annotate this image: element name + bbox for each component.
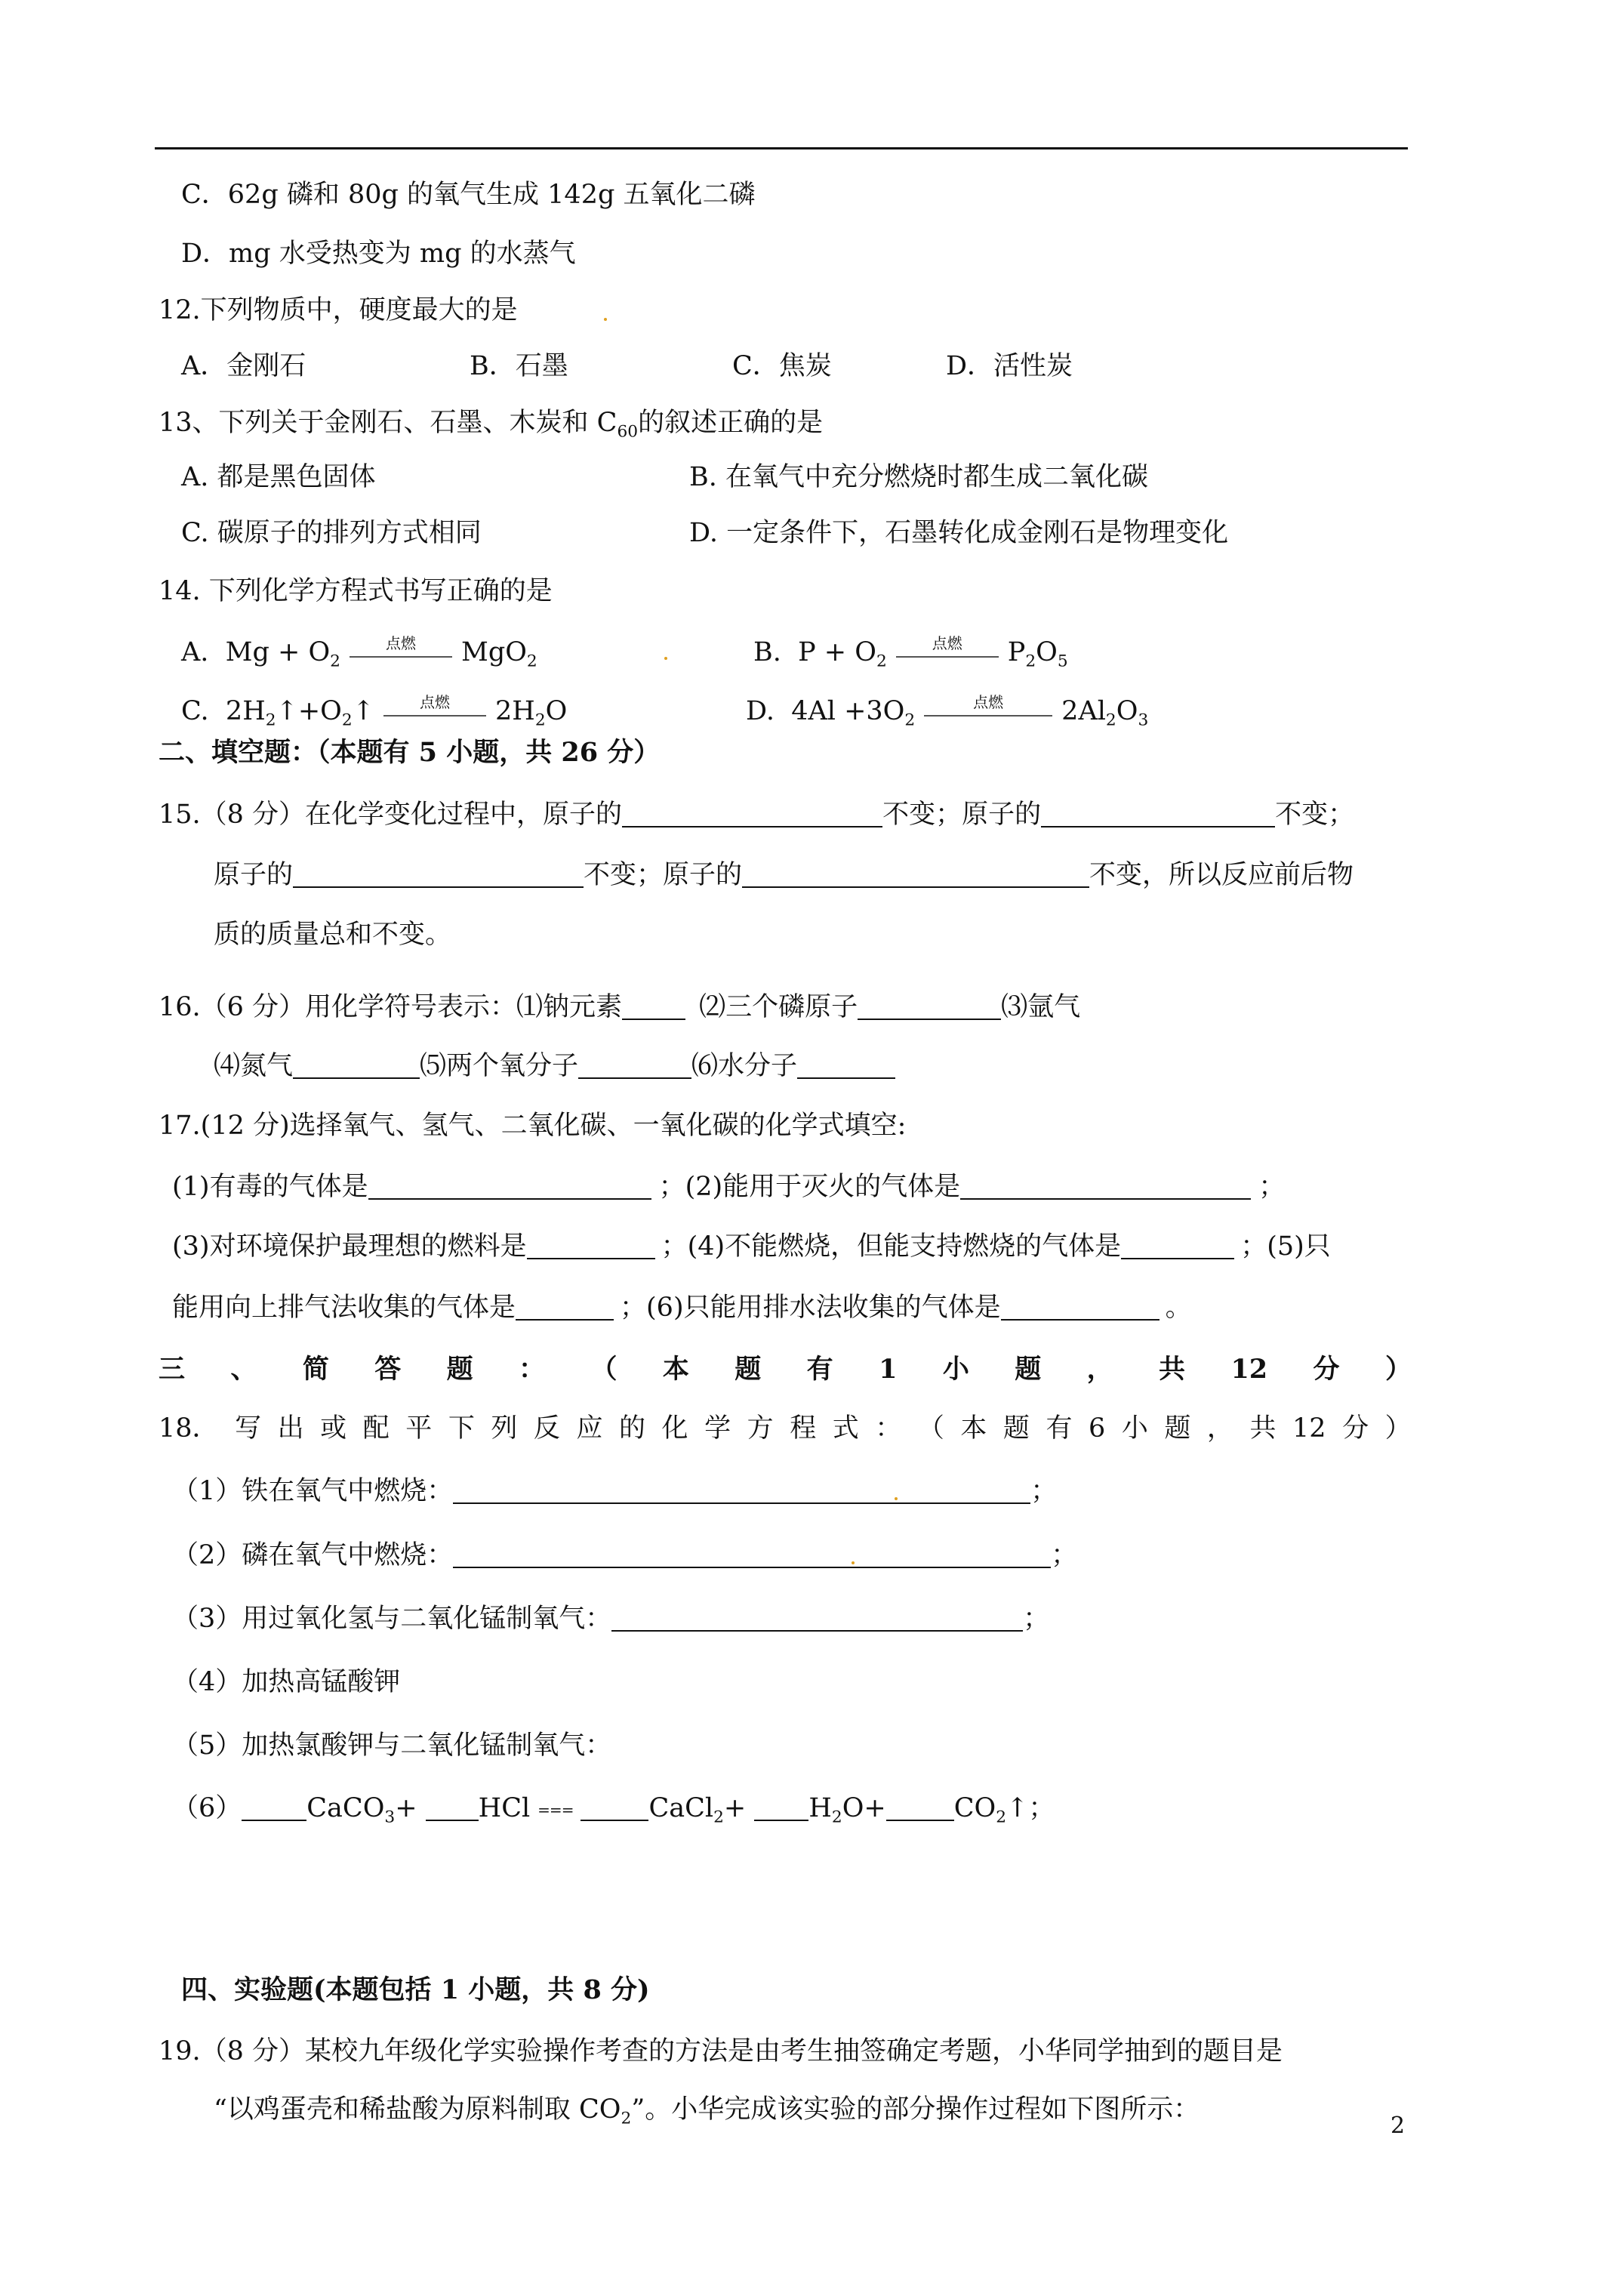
q12-option-d: D．活性炭 [946,351,1073,381]
q13-option-b: B. 在氧气中充分燃烧时都生成二氧化碳 [689,462,1148,492]
q13-option-c: C. 碳原子的排列方式相同 [181,518,482,548]
answer-blank[interactable] [622,993,685,1020]
reaction-arrow: 点燃 [896,640,999,667]
q16-line-2: ⑷氮气 ⑸两个氧分子 ⑹水分子 [214,1049,895,1083]
q18-stem: 18． 写 出 或 配 平 下 列 反 应 的 化 学 方 程 式 ： （ 本 题 有 6 小 题 ， 共 12 分 ） [159,1413,1412,1444]
q17-line-3: 能用向上排气法收集的气体是 ；(6)只能用排水法收集的气体是 。 [172,1293,1192,1323]
q17-stem: 17.(12 分)选择氧气、氢气、二氧化碳、一氧化碳的化学式填空: [159,1111,907,1141]
answer-blank[interactable] [453,1541,1051,1568]
q18-item-4: （4）加热高锰酸钾 [172,1667,401,1697]
answer-blank[interactable] [293,861,584,888]
answer-blank[interactable] [611,1604,1023,1632]
stray-dot [604,318,607,321]
q15-line-1: 15.（8 分）在化学变化过程中，原子的 不变；原子的 不变； [159,800,1355,830]
q11-option-d: D．mg 水受热变为 mg 的水蒸气 [181,239,576,269]
q19-line-1: 19.（8 分）某校九年级化学实验操作考查的方法是由考生抽签确定考题，小华同学抽到的题目是 [159,2036,1283,2066]
q18-item-3: （3）用过氧化氢与二氧化锰制氧气： ； [172,1604,1050,1634]
section-2-title: 二、填空题：（本题有 5 小题，共 26 分） [159,737,661,768]
q13-option-a: A. 都是黑色固体 [181,462,376,492]
q14-option-d: D. $4Al +3O_2$ 点燃 $2Al_2O_3$ [746,692,1149,730]
q15-line-3: 质的质量总和不变。 [214,920,452,950]
q17-line-2: (3)对环境保护最理想的燃料是 ；(4)不能燃烧，但能支持燃烧的气体是 ；(5)只 [172,1231,1331,1262]
section-4-title: 四、实验题(本题包括 1 小题，共 8 分) [181,1974,650,2005]
q14-option-a: A. $Mg + O_2$ 点燃 MgO$_2$ [181,633,537,671]
q12-option-c: C．焦炭 [732,351,832,381]
answer-blank[interactable] [368,1173,651,1200]
q18-item-1: （1）铁在氧气中燃烧： ； [172,1476,1058,1506]
q15-line-2: 原子的 不变；原子的 不变，所以反应前后物 [214,860,1354,890]
answer-blank[interactable] [797,1052,895,1079]
answer-blank[interactable] [581,1794,648,1821]
answer-blank[interactable] [858,993,1001,1020]
answer-blank[interactable] [742,861,1089,888]
reaction-arrow: 点燃 [350,640,452,667]
q11-option-c: C．62g 磷和 80g 的氧气生成 142g 五氧化二磷 [181,180,756,210]
answer-blank[interactable] [886,1794,954,1821]
answer-blank[interactable] [960,1173,1251,1200]
page-number: 2 [1390,2113,1406,2139]
q14-stem: 14. 下列化学方程式书写正确的是 [159,576,553,606]
stray-dot [852,1561,855,1564]
answer-blank[interactable] [242,1794,306,1821]
q18-item-2: （2）磷在氧气中燃烧： ； [172,1540,1078,1570]
q17-line-1: (1)有毒的气体是 ；(2)能用于灭火的气体是 ； [172,1172,1286,1202]
q14-option-c: C. $2H_2↑+O_2↑$ 点燃 $2H_2O$ [181,692,568,730]
q12-stem: 12.下列物质中，硬度最大的是 [159,295,518,325]
answer-blank[interactable] [1001,1293,1160,1321]
answer-blank[interactable] [622,800,882,827]
q18-item-6: （6） CaCO$_3$+ HCl === CaCl$_2$+ $H_2O+$ $CO_2↑$； [172,1793,1055,1827]
header-rule [155,147,1408,149]
q13-stem: 13、下列关于金刚石、石墨、木炭和 $C_{60}$的叙述正确的是 [159,408,824,442]
q12-option-a: A．金刚石 [181,351,306,381]
answer-blank[interactable] [1121,1232,1234,1259]
reaction-arrow: 点燃 [924,699,1052,726]
q19-line-2: “以鸡蛋壳和稀盐酸为原料制取 $CO_2$”。小华完成该实验的部分操作过程如下图所示： [214,2094,1200,2128]
equals-sign: === [537,1800,574,1819]
q12-option-b: B．石墨 [470,351,568,381]
q18-item-5: （5）加热氯酸钾与二氧化锰制氧气： [172,1730,612,1761]
q13-option-d: D. 一定条件下，石墨转化成金刚石是物理变化 [689,518,1229,548]
q16-line-1: 16.（6 分）用化学符号表示：⑴钠元素 ⑵三个磷原子 ⑶氩气 [159,992,1081,1022]
answer-blank[interactable] [578,1052,691,1079]
answer-blank[interactable] [527,1232,655,1259]
answer-blank[interactable] [1041,800,1275,827]
section-3-title: 三 、 简 答 题 ： （ 本 题 有 1 小 题 ， 共 12 分 ） [159,1354,1412,1385]
answer-blank[interactable] [453,1477,1030,1504]
answer-blank[interactable] [426,1794,479,1821]
stray-dot [895,1497,898,1500]
reaction-arrow: 点燃 [383,699,486,726]
q14-option-b: B. $P + O_2$ 点燃 $P_2O_5$ [753,633,1068,671]
answer-blank[interactable] [754,1794,808,1821]
stray-dot [664,657,667,660]
answer-blank[interactable] [293,1052,420,1079]
answer-blank[interactable] [516,1293,614,1321]
